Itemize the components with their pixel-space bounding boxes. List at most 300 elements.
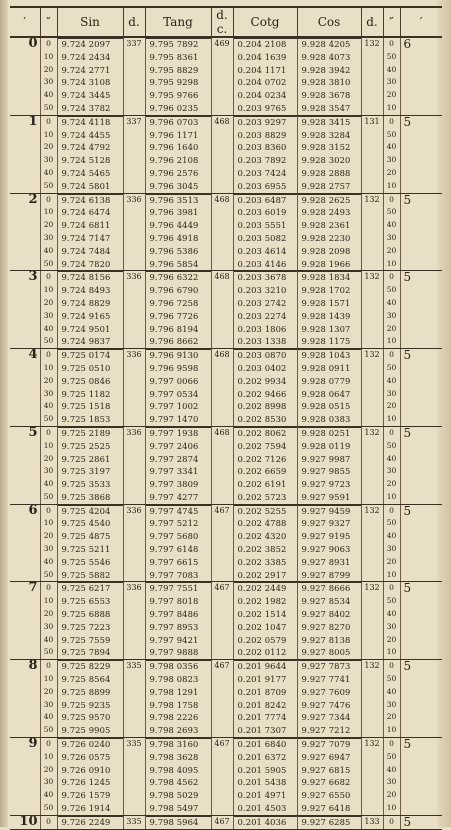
- sin-value-cell: 9.725 0510: [57, 362, 123, 375]
- cos-diff-cell: [361, 154, 383, 167]
- minute-cell: [10, 802, 40, 815]
- minute-cell: [10, 180, 40, 193]
- cos-value-cell: 9.927 8666: [297, 582, 361, 595]
- second-cell: 40: [40, 711, 57, 724]
- cotg-value-cell: 0.203 6019: [233, 206, 297, 219]
- table-row: [10, 232, 442, 245]
- second-cell: 40: [40, 400, 57, 413]
- minute-cell: [10, 764, 40, 777]
- sin-value-cell: 9.724 9501: [57, 323, 123, 336]
- right-second-cell: 10: [383, 413, 400, 426]
- sin-value-cell: 9.724 9165: [57, 310, 123, 323]
- sin-diff-cell: [123, 465, 145, 478]
- tang-value-cell: 9.798 3160: [145, 738, 211, 751]
- table-row: [10, 595, 442, 608]
- table-row: [10, 335, 442, 348]
- cos-diff-cell: [361, 595, 383, 608]
- sin-value-cell: 9.725 0174: [57, 349, 123, 362]
- tang-value-cell: 9.797 1470: [145, 413, 211, 426]
- right-second-cell: 30: [383, 776, 400, 789]
- right-minute-cell: [400, 478, 442, 491]
- cotg-value-cell: 0.202 2917: [233, 569, 297, 582]
- cos-diff-cell: 132: [361, 660, 383, 673]
- right-second-cell: 50: [383, 129, 400, 142]
- table-row: [10, 517, 442, 530]
- right-second-cell: 40: [383, 453, 400, 466]
- tang-value-cell: 9.797 6148: [145, 543, 211, 556]
- cos-diff-cell: [361, 167, 383, 180]
- sin-value-cell: 9.724 4455: [57, 129, 123, 142]
- cotg-value-cell: 0.203 1806: [233, 323, 297, 336]
- cos-diff-cell: [361, 711, 383, 724]
- common-diff-cell: [211, 517, 233, 530]
- sin-diff-cell: [123, 232, 145, 245]
- right-minute-cell: [400, 556, 442, 569]
- minute-cell: [10, 64, 40, 77]
- right-minute-cell: [400, 646, 442, 659]
- tang-value-cell: 9.797 1002: [145, 400, 211, 413]
- sin-value-cell: 9.725 1182: [57, 388, 123, 401]
- minute-cell: 5: [28, 426, 38, 440]
- right-minute-cell: 6: [400, 37, 442, 51]
- tang-value-cell: 9.798 5964: [145, 815, 211, 829]
- table-row: [10, 530, 442, 543]
- cotg-value-cell: 0.201 4971: [233, 789, 297, 802]
- right-second-cell: 50: [383, 673, 400, 686]
- sin-diff-cell: [123, 595, 145, 608]
- common-diff-cell: [211, 219, 233, 232]
- sin-diff-cell: [123, 711, 145, 724]
- right-second-cell: 10: [383, 258, 400, 271]
- cos-diff-cell: [361, 621, 383, 634]
- cotg-value-cell: 0.201 9644: [233, 660, 297, 673]
- sin-value-cell: 9.724 6811: [57, 219, 123, 232]
- cos-value-cell: 9.928 1966: [297, 258, 361, 271]
- tang-value-cell: 9.798 3628: [145, 751, 211, 764]
- second-cell: 50: [40, 646, 57, 659]
- sin-diff-cell: [123, 400, 145, 413]
- sin-diff-cell: 335: [123, 660, 145, 673]
- common-diff-cell: [211, 776, 233, 789]
- tang-value-cell: 9.796 5854: [145, 258, 211, 271]
- sin-diff-cell: [123, 646, 145, 659]
- second-cell: 10: [40, 517, 57, 530]
- right-second-cell: 10: [383, 646, 400, 659]
- second-cell: 10: [40, 362, 57, 375]
- minute-cell: [10, 206, 40, 219]
- cotg-value-cell: 0.202 0579: [233, 634, 297, 647]
- common-diff-cell: [211, 711, 233, 724]
- common-diff-cell: 467: [211, 660, 233, 673]
- cotg-value-cell: 0.203 4146: [233, 258, 297, 271]
- sin-value-cell: 9.724 6138: [57, 193, 123, 206]
- right-minute-cell: 5: [400, 660, 442, 673]
- sin-value-cell: 9.724 3782: [57, 102, 123, 115]
- tang-value-cell: 9.798 1291: [145, 686, 211, 699]
- cotg-value-cell: 0.203 3210: [233, 284, 297, 297]
- sin-diff-cell: [123, 413, 145, 426]
- tang-value-cell: 9.796 4449: [145, 219, 211, 232]
- sin-value-cell: 9.725 5546: [57, 556, 123, 569]
- right-minute-cell: [400, 621, 442, 634]
- minute-cell: [10, 76, 40, 89]
- cos-diff-cell: [361, 51, 383, 64]
- cos-diff-cell: [361, 89, 383, 102]
- cos-value-cell: 9.928 0119: [297, 440, 361, 453]
- table-row: [10, 206, 442, 219]
- right-minute-cell: [400, 569, 442, 582]
- cos-diff-cell: [361, 569, 383, 582]
- right-second-cell: 40: [383, 686, 400, 699]
- cos-diff-cell: [361, 530, 383, 543]
- second-cell: 40: [40, 556, 57, 569]
- cos-diff-cell: [361, 375, 383, 388]
- cotg-value-cell: 0.204 0234: [233, 89, 297, 102]
- tang-value-cell: 9.797 2874: [145, 453, 211, 466]
- sin-diff-cell: [123, 375, 145, 388]
- second-cell: 0: [40, 37, 57, 51]
- minute-cell: [10, 711, 40, 724]
- cos-value-cell: 9.927 7079: [297, 738, 361, 751]
- right-second-cell: 0: [383, 271, 400, 284]
- cos-value-cell: 9.928 2493: [297, 206, 361, 219]
- tang-value-cell: 9.797 3341: [145, 465, 211, 478]
- sin-value-cell: 9.724 7147: [57, 232, 123, 245]
- tang-value-cell: 9.798 5497: [145, 802, 211, 815]
- header-sin: Sin: [57, 7, 123, 37]
- table-row: [10, 815, 442, 829]
- right-minute-cell: [400, 388, 442, 401]
- minute-cell: 0: [28, 37, 38, 51]
- cos-diff-cell: 132: [361, 426, 383, 439]
- table-row: [10, 724, 442, 737]
- common-diff-cell: [211, 102, 233, 115]
- sin-value-cell: 9.724 5801: [57, 180, 123, 193]
- second-cell: 20: [40, 297, 57, 310]
- sin-value-cell: 9.725 9570: [57, 711, 123, 724]
- cotg-value-cell: 0.203 2742: [233, 297, 297, 310]
- table-row: [10, 375, 442, 388]
- cos-value-cell: 9.928 1834: [297, 271, 361, 284]
- sin-value-cell: 9.725 9235: [57, 699, 123, 712]
- log-trig-table: [10, 6, 442, 830]
- right-minute-cell: [400, 440, 442, 453]
- sin-value-cell: 9.724 2434: [57, 51, 123, 64]
- cos-value-cell: 9.927 8534: [297, 595, 361, 608]
- right-second-cell: 50: [383, 440, 400, 453]
- tang-value-cell: 9.797 5680: [145, 530, 211, 543]
- right-second-cell: 20: [383, 323, 400, 336]
- cos-diff-cell: [361, 258, 383, 271]
- tang-value-cell: 9.797 2406: [145, 440, 211, 453]
- second-cell: 30: [40, 388, 57, 401]
- table-row: [10, 776, 442, 789]
- right-second-cell: 20: [383, 789, 400, 802]
- sin-value-cell: 9.724 2097: [57, 37, 123, 51]
- tang-value-cell: 9.797 9888: [145, 646, 211, 659]
- tang-value-cell: 9.797 4745: [145, 504, 211, 517]
- cos-value-cell: 9.927 9195: [297, 530, 361, 543]
- right-minute-cell: [400, 129, 442, 142]
- tang-value-cell: 9.797 7551: [145, 582, 211, 595]
- sin-diff-cell: [123, 102, 145, 115]
- cotg-value-cell: 0.203 2274: [233, 310, 297, 323]
- right-minute-cell: [400, 258, 442, 271]
- common-diff-cell: [211, 388, 233, 401]
- sin-diff-cell: [123, 310, 145, 323]
- cos-value-cell: 9.927 7609: [297, 686, 361, 699]
- minute-cell: [10, 646, 40, 659]
- table-row: [10, 504, 442, 517]
- right-second-cell: 20: [383, 400, 400, 413]
- cos-diff-cell: [361, 634, 383, 647]
- right-second-cell: 30: [383, 76, 400, 89]
- cos-diff-cell: [361, 724, 383, 737]
- second-cell: 50: [40, 724, 57, 737]
- cotg-value-cell: 0.202 6191: [233, 478, 297, 491]
- common-diff-cell: [211, 569, 233, 582]
- cos-diff-cell: [361, 751, 383, 764]
- sin-diff-cell: [123, 141, 145, 154]
- common-diff-cell: [211, 335, 233, 348]
- common-diff-cell: [211, 686, 233, 699]
- minute-cell: [10, 335, 40, 348]
- minute-cell: [10, 89, 40, 102]
- cos-diff-cell: [361, 310, 383, 323]
- sin-value-cell: 9.725 6553: [57, 595, 123, 608]
- sin-value-cell: 9.724 9837: [57, 335, 123, 348]
- sin-diff-cell: [123, 621, 145, 634]
- table-row: [10, 634, 442, 647]
- cos-diff-cell: [361, 646, 383, 659]
- minute-cell: 1: [28, 115, 38, 129]
- sin-value-cell: 9.725 6217: [57, 582, 123, 595]
- right-second-cell: 0: [383, 660, 400, 673]
- cotg-value-cell: 0.202 8530: [233, 413, 297, 426]
- right-minute-cell: [400, 634, 442, 647]
- tang-value-cell: 9.796 1640: [145, 141, 211, 154]
- common-diff-cell: 468: [211, 193, 233, 206]
- cos-diff-cell: 133: [361, 815, 383, 829]
- cos-value-cell: 9.928 2757: [297, 180, 361, 193]
- right-second-cell: 30: [383, 699, 400, 712]
- cos-diff-cell: [361, 491, 383, 504]
- second-cell: 30: [40, 465, 57, 478]
- cos-value-cell: 9.928 0383: [297, 413, 361, 426]
- minute-cell: [10, 465, 40, 478]
- tang-value-cell: 9.797 8953: [145, 621, 211, 634]
- cos-value-cell: 9.927 8270: [297, 621, 361, 634]
- header-tang: Tang: [145, 7, 211, 37]
- sin-diff-cell: [123, 673, 145, 686]
- cos-value-cell: 9.928 3547: [297, 102, 361, 115]
- cos-value-cell: 9.928 4073: [297, 51, 361, 64]
- cos-value-cell: 9.927 8931: [297, 556, 361, 569]
- tang-value-cell: 9.797 3809: [145, 478, 211, 491]
- sin-diff-cell: [123, 453, 145, 466]
- cotg-value-cell: 0.203 9297: [233, 115, 297, 128]
- cotg-value-cell: 0.202 3385: [233, 556, 297, 569]
- common-diff-cell: [211, 724, 233, 737]
- right-second-cell: 20: [383, 711, 400, 724]
- cos-value-cell: 9.928 2361: [297, 219, 361, 232]
- cos-value-cell: 9.928 0515: [297, 400, 361, 413]
- cos-value-cell: 9.928 3942: [297, 64, 361, 77]
- cos-value-cell: 9.928 0779: [297, 375, 361, 388]
- sin-diff-cell: [123, 491, 145, 504]
- cos-diff-cell: 132: [361, 738, 383, 751]
- minute-cell: 10: [10, 815, 40, 829]
- right-minute-cell: [400, 530, 442, 543]
- right-second-cell: 30: [383, 154, 400, 167]
- table-row: [10, 802, 442, 815]
- right-second-cell: 0: [383, 426, 400, 439]
- cotg-value-cell: 0.202 0112: [233, 646, 297, 659]
- cos-diff-cell: [361, 129, 383, 142]
- right-second-cell: 0: [383, 504, 400, 517]
- tang-value-cell: 9.796 7726: [145, 310, 211, 323]
- minute-cell: [10, 102, 40, 115]
- right-second-cell: 40: [383, 530, 400, 543]
- cos-value-cell: 9.927 9327: [297, 517, 361, 530]
- sin-diff-cell: [123, 64, 145, 77]
- cos-diff-cell: 132: [361, 37, 383, 51]
- table-row: [10, 167, 442, 180]
- sin-value-cell: 9.726 0575: [57, 751, 123, 764]
- right-minute-cell: 5: [400, 349, 442, 362]
- sin-value-cell: 9.724 8829: [57, 297, 123, 310]
- common-diff-cell: 469: [211, 37, 233, 51]
- cos-diff-cell: [361, 413, 383, 426]
- cos-value-cell: 9.928 0911: [297, 362, 361, 375]
- table-row: [10, 660, 442, 673]
- table-row: [10, 154, 442, 167]
- cos-value-cell: 9.927 8138: [297, 634, 361, 647]
- right-second-cell: 10: [383, 802, 400, 815]
- minute-cell: [10, 400, 40, 413]
- tang-value-cell: 9.796 3045: [145, 180, 211, 193]
- table-row: [10, 400, 442, 413]
- right-minute-cell: [400, 686, 442, 699]
- table-row: [10, 491, 442, 504]
- minute-cell: [10, 517, 40, 530]
- table-row: [10, 258, 442, 271]
- second-cell: 0: [40, 115, 57, 128]
- header-cos-diff: d.: [361, 7, 383, 37]
- cotg-value-cell: 0.202 9466: [233, 388, 297, 401]
- sin-diff-cell: [123, 789, 145, 802]
- second-cell: 0: [40, 815, 57, 829]
- cotg-value-cell: 0.201 8709: [233, 686, 297, 699]
- common-diff-cell: [211, 543, 233, 556]
- cos-value-cell: 9.927 6550: [297, 789, 361, 802]
- common-diff-cell: [211, 284, 233, 297]
- minute-cell: 7: [28, 581, 38, 596]
- common-diff-cell: [211, 530, 233, 543]
- second-cell: 40: [40, 167, 57, 180]
- sin-value-cell: 9.725 4204: [57, 504, 123, 517]
- cotg-value-cell: 0.201 6840: [233, 738, 297, 751]
- table-row: [10, 180, 442, 193]
- cos-value-cell: 9.927 8005: [297, 646, 361, 659]
- sin-diff-cell: [123, 802, 145, 815]
- sin-diff-cell: [123, 776, 145, 789]
- cotg-value-cell: 0.203 7424: [233, 167, 297, 180]
- common-diff-cell: [211, 634, 233, 647]
- cos-value-cell: 9.928 3415: [297, 115, 361, 128]
- table-row: [10, 440, 442, 453]
- cos-value-cell: 9.927 9723: [297, 478, 361, 491]
- cos-value-cell: 9.928 3678: [297, 89, 361, 102]
- right-minute-cell: [400, 699, 442, 712]
- minute-cell: [10, 724, 40, 737]
- cotg-value-cell: 0.202 8998: [233, 400, 297, 413]
- table-row: [10, 51, 442, 64]
- cos-diff-cell: [361, 102, 383, 115]
- minute-cell: [10, 556, 40, 569]
- right-second-cell: 10: [383, 335, 400, 348]
- header-common-diff: d. c.: [211, 7, 233, 37]
- sin-value-cell: 9.725 3868: [57, 491, 123, 504]
- second-cell: 40: [40, 89, 57, 102]
- table-row: [10, 426, 442, 439]
- common-diff-cell: [211, 154, 233, 167]
- table-row: [10, 76, 442, 89]
- table-row: [10, 219, 442, 232]
- right-second-cell: 40: [383, 64, 400, 77]
- common-diff-cell: [211, 595, 233, 608]
- tang-value-cell: 9.798 2226: [145, 711, 211, 724]
- tang-value-cell: 9.798 0356: [145, 660, 211, 673]
- cotg-value-cell: 0.203 1338: [233, 335, 297, 348]
- cos-value-cell: 9.927 6285: [297, 815, 361, 829]
- common-diff-cell: [211, 76, 233, 89]
- cos-diff-cell: [361, 673, 383, 686]
- right-second-cell: 40: [383, 141, 400, 154]
- table-row: [10, 89, 442, 102]
- tang-value-cell: 9.797 8486: [145, 608, 211, 621]
- common-diff-cell: [211, 362, 233, 375]
- sin-value-cell: 9.724 7484: [57, 245, 123, 258]
- tang-value-cell: 9.796 2576: [145, 167, 211, 180]
- cotg-value-cell: 0.203 4614: [233, 245, 297, 258]
- right-second-cell: 50: [383, 51, 400, 64]
- cos-value-cell: 9.927 9987: [297, 453, 361, 466]
- right-minute-cell: [400, 465, 442, 478]
- sin-value-cell: 9.725 4540: [57, 517, 123, 530]
- table-row: [10, 362, 442, 375]
- table-row: [10, 608, 442, 621]
- sin-diff-cell: [123, 569, 145, 582]
- sin-value-cell: 9.724 2771: [57, 64, 123, 77]
- cos-diff-cell: 132: [361, 271, 383, 284]
- common-diff-cell: [211, 206, 233, 219]
- right-second-cell: 0: [383, 115, 400, 128]
- second-cell: 10: [40, 284, 57, 297]
- right-minute-cell: 5: [400, 504, 442, 517]
- cotg-value-cell: 0.203 6487: [233, 193, 297, 206]
- cotg-value-cell: 0.204 2108: [233, 37, 297, 51]
- right-minute-cell: [400, 802, 442, 815]
- tang-value-cell: 9.797 0534: [145, 388, 211, 401]
- sin-diff-cell: [123, 284, 145, 297]
- minute-cell: [10, 686, 40, 699]
- cos-value-cell: 9.928 2888: [297, 167, 361, 180]
- sin-diff-cell: 336: [123, 582, 145, 595]
- table-row: [10, 711, 442, 724]
- second-cell: 10: [40, 440, 57, 453]
- cos-diff-cell: [361, 556, 383, 569]
